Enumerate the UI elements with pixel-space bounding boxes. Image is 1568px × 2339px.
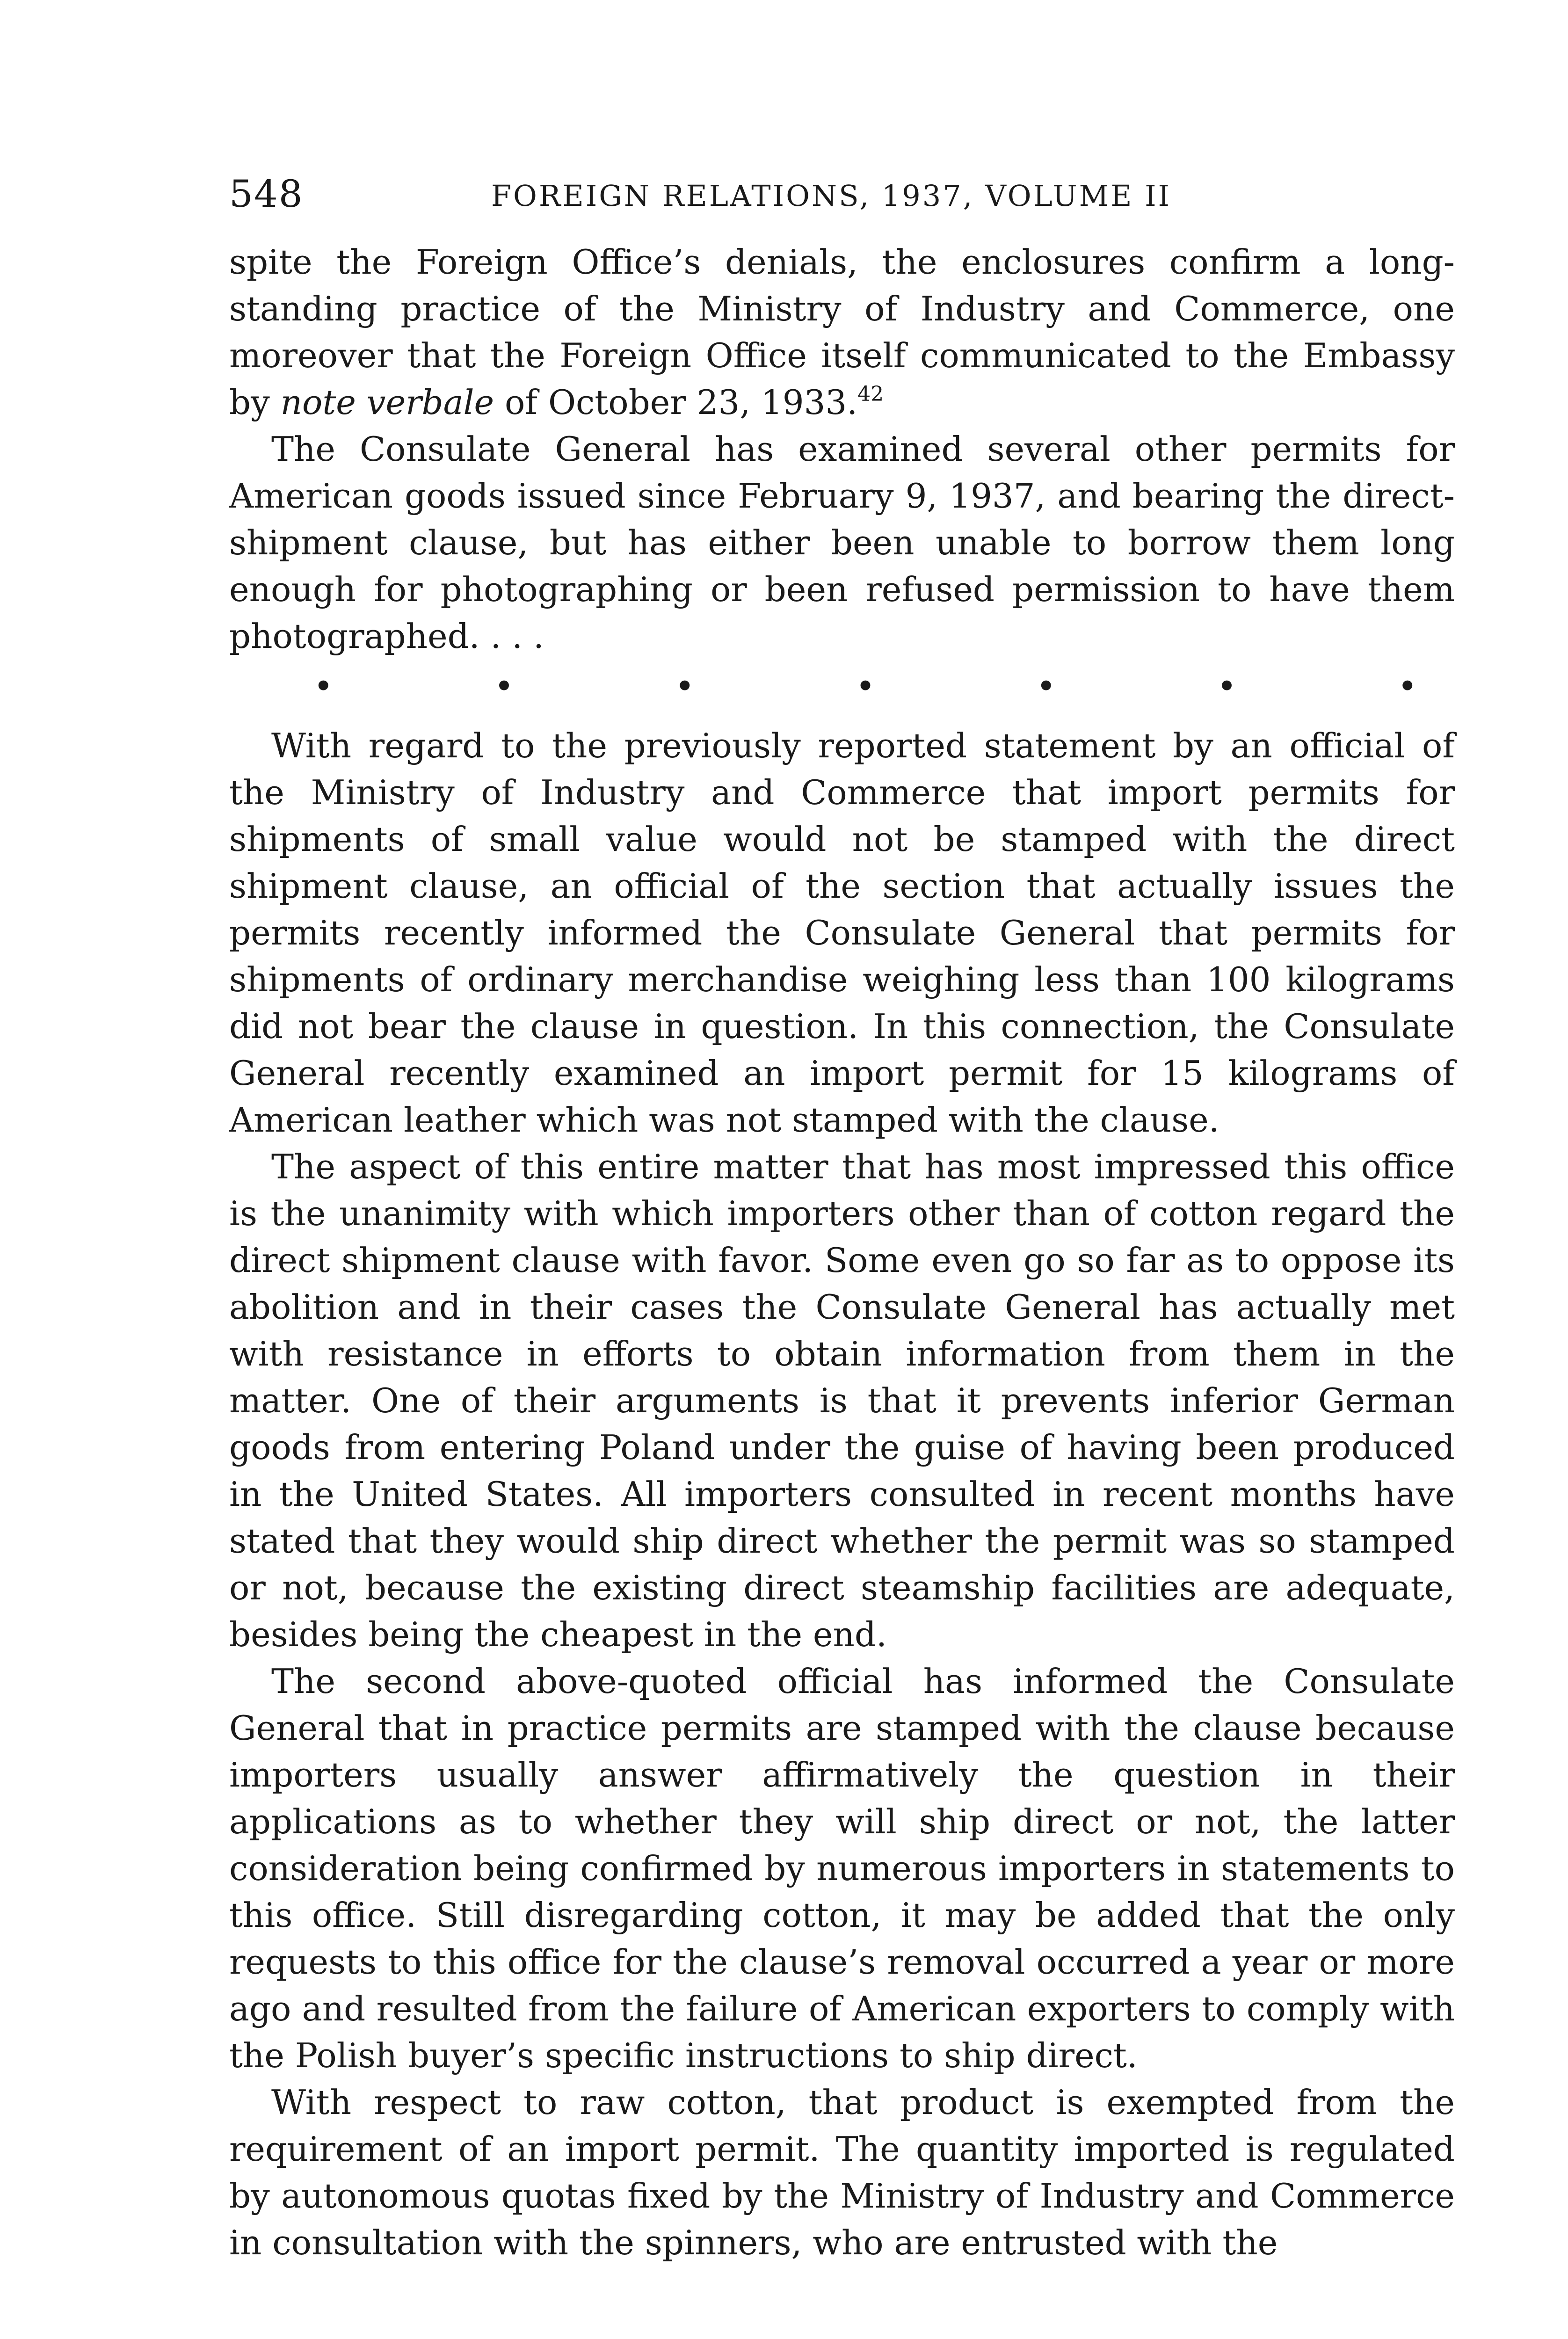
header-title: FOREIGN RELATIONS, 1937, VOLUME II bbox=[491, 179, 1172, 213]
omission-dots bbox=[313, 665, 1417, 707]
omission-dot: • bbox=[1036, 667, 1056, 706]
omission-dot: • bbox=[494, 667, 514, 706]
page-number: 548 bbox=[229, 172, 304, 216]
body-text bbox=[229, 239, 1455, 2266]
note-verbale-italic: note verbale bbox=[280, 383, 494, 422]
omission-dot: • bbox=[855, 667, 876, 706]
paragraph-1-text-a: spite the Foreign Office’s denials, the enclosures confirm a long-standing practice of the Ministry of Industry and Commerce, one moreover that the Foreign Office itself communicated to the Embassy by bbox=[229, 242, 1455, 422]
omission-dot: • bbox=[675, 667, 695, 706]
paragraph-3: With regard to the previously reported statement by an official of the Ministry of Industry and Commerce that import permits for shipments of small value would not be stamped with the direct shipment clause, an official of the section that actually issues the permits recently informed the Consulate General that permits for shipments of ordinary merchandise weighing less than 100 kilograms did not bear the clause in question. In this connection, the Consulate General recently examined an import permit for 15 kilograms of American leather which was not stamped with the clause. bbox=[229, 726, 1455, 1140]
paragraph-5: The second above-quoted official has informed the Consulate General that in practice permits are stamped with the clause because importers usually answer affirmatively the question in their applications as to whether they will ship direct or not, the latter consideration being confirmed by numerous importers in statements to this office. Still disregarding cotton, it may be added that the only requests to this office for the clause’s removal occurred a year or more ago and resulted from the failure of American exporters to comply with the Polish buyer’s specific instructions to ship direct. bbox=[229, 1662, 1455, 2075]
paragraph-1-text-b: of October 23, 1933. bbox=[494, 383, 858, 422]
omission-dot: • bbox=[313, 667, 334, 706]
paragraph-2: The Consulate General has examined several other permits for American goods issued since February 9, 1937, and bearing the direct-shipment clause, but has either been unable to borrow them long enough for photographing or been refused permission to have them photographed. . . . bbox=[229, 429, 1455, 656]
running-head bbox=[229, 172, 1455, 228]
paragraph-1 bbox=[229, 239, 1455, 426]
paragraph-4: The aspect of this entire matter that has most impressed this office is the unanimity with which importers other than of cotton regard the direct shipment clause with favor. Some even go so far as to oppose its abolition and in their cases the Consulate General has actually met with resistance in efforts to obtain information from them in the matter. One of their arguments is that it prevents inferior German goods from entering Poland under the guise of having been produced in the United States. All importers consulted in recent months have stated that they would ship direct whether the permit was so stamped or not, because the existing direct steamship facilities are adequate, besides being the cheapest in the end. bbox=[229, 1147, 1455, 1654]
omission-dot: • bbox=[1217, 667, 1237, 706]
paragraph-6: With respect to raw cotton, that product is exempted from the requirement of an import permit. The quantity imported is regulated by autonomous quotas fixed by the Ministry of Industry and Commerce in consultation with the spinners, who are entrusted with the bbox=[229, 2083, 1455, 2262]
footnote-reference: 42 bbox=[857, 382, 884, 406]
omission-dot: • bbox=[1397, 667, 1417, 706]
